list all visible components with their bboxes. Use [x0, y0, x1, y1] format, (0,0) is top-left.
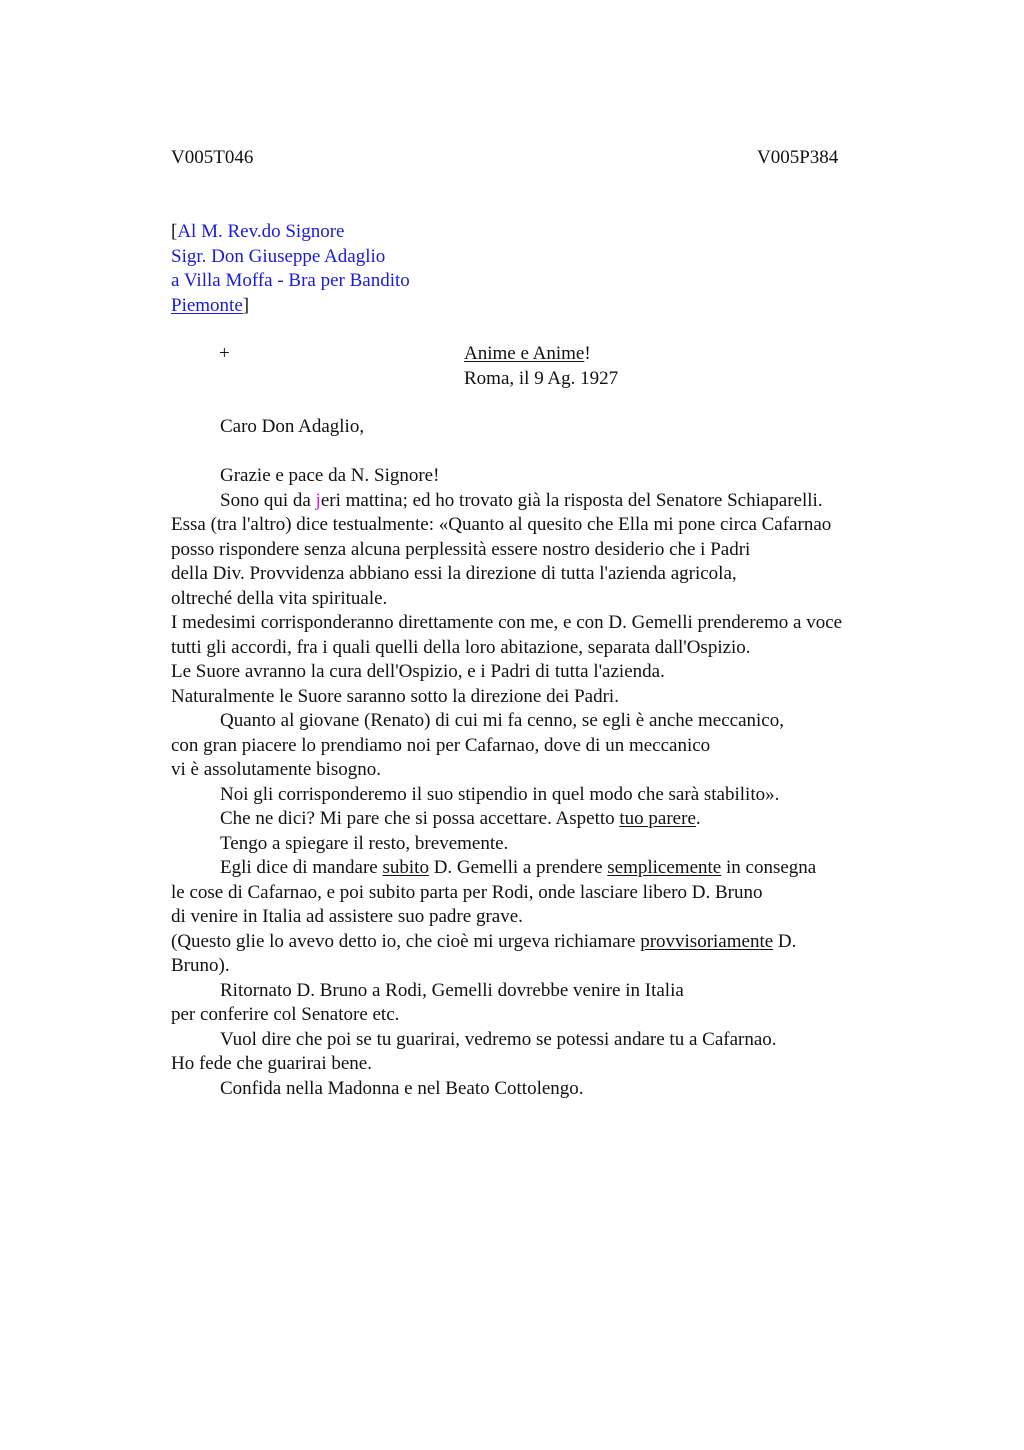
address-line-3: a Villa Moffa - Bra per Bandito	[171, 270, 410, 291]
text-line: con gran piacere lo prendiamo noi per Cafarnao, dove di un meccanico	[171, 734, 711, 756]
heading-block	[464, 342, 618, 391]
address-line-2: Sigr. Don Giuseppe Adaglio	[171, 245, 386, 267]
text-line: posso rispondere senza alcuna perplessità essere nostro desiderio che i Padri	[171, 538, 751, 560]
letter-body	[171, 415, 931, 1101]
address-block	[171, 220, 410, 318]
address-line-4: Piemonte]	[171, 294, 250, 316]
text-line: Che ne dici? Mi pare che si possa accettare. Aspetto tuo parere.	[220, 808, 701, 829]
text-line: oltreché della vita spirituale.	[171, 587, 388, 609]
text-line: Sono qui da jeri mattina; ed ho trovato già la risposta del Senatore Schiaparelli.	[220, 489, 823, 511]
text-line: Essa (tra l'altro) dice testualmente: «Quanto al quesito che Ella mi pone circa Cafarnao	[171, 514, 832, 535]
place-date: Roma, il 9 Ag. 1927	[464, 367, 619, 389]
text-line: Bruno).	[171, 955, 230, 976]
text-line: Noi gli corrisponderemo il suo stipendio in quel modo che sarà stabilito».	[220, 783, 780, 805]
text-line: Naturalmente le Suore saranno sotto la direzione dei Padri.	[171, 685, 619, 707]
motto: Anime e Anime!	[464, 343, 591, 364]
text-line: di venire in Italia ad assistere suo padre grave.	[171, 906, 523, 927]
salutation: Caro Don Adaglio,	[220, 416, 365, 437]
text-line: vi è assolutamente bisogno.	[171, 759, 382, 780]
text-line: Tengo a spiegare il resto, brevemente.	[220, 832, 509, 854]
text-line: Ho fede che guarirai bene.	[171, 1053, 372, 1074]
text-line: Vuol dire che poi se tu guarirai, vedremo se potessi andare tu a Cafarnao.	[220, 1028, 777, 1050]
greeting: Grazie e pace da N. Signore!	[220, 465, 440, 486]
text-line: (Questo glie lo avevo detto io, che cioè mi urgeva richiamare provvisoriamente D.	[171, 930, 797, 952]
text-line: Quanto al giovane (Renato) di cui mi fa cenno, se egli è anche meccanico,	[220, 710, 784, 731]
text-line: Le Suore avranno la cura dell'Ospizio, e i Padri di tutta l'azienda.	[171, 661, 665, 682]
text-line: Ritornato D. Bruno a Rodi, Gemelli dovrebbe venire in Italia	[220, 979, 684, 1001]
text-line: della Div. Provvidenza abbiano essi la direzione di tutta l'azienda agricola,	[171, 563, 737, 584]
text-line: Confida nella Madonna e nel Beato Cottolengo.	[220, 1077, 584, 1099]
text-line: I medesimi corrisponderanno direttamente con me, e con D. Gemelli prenderemo a voce	[171, 612, 843, 633]
text-line: Egli dice di mandare subito D. Gemelli a prendere semplicemente in consegna	[220, 857, 817, 878]
text-line: per conferire col Senatore etc.	[171, 1004, 400, 1025]
volume-page-code: V005P384	[757, 147, 839, 168]
text-line: le cose di Cafarnao, e poi subito parta per Rodi, onde lasciare libero D. Bruno	[171, 881, 763, 903]
text-line: tutti gli accordi, fra i quali quelli della loro abitazione, separata dall'Ospizio.	[171, 636, 751, 658]
volume-text-code: V005T046	[171, 147, 254, 168]
address-line-1: [Al M. Rev.do Signore	[171, 221, 345, 242]
cross-symbol: +	[219, 343, 230, 364]
